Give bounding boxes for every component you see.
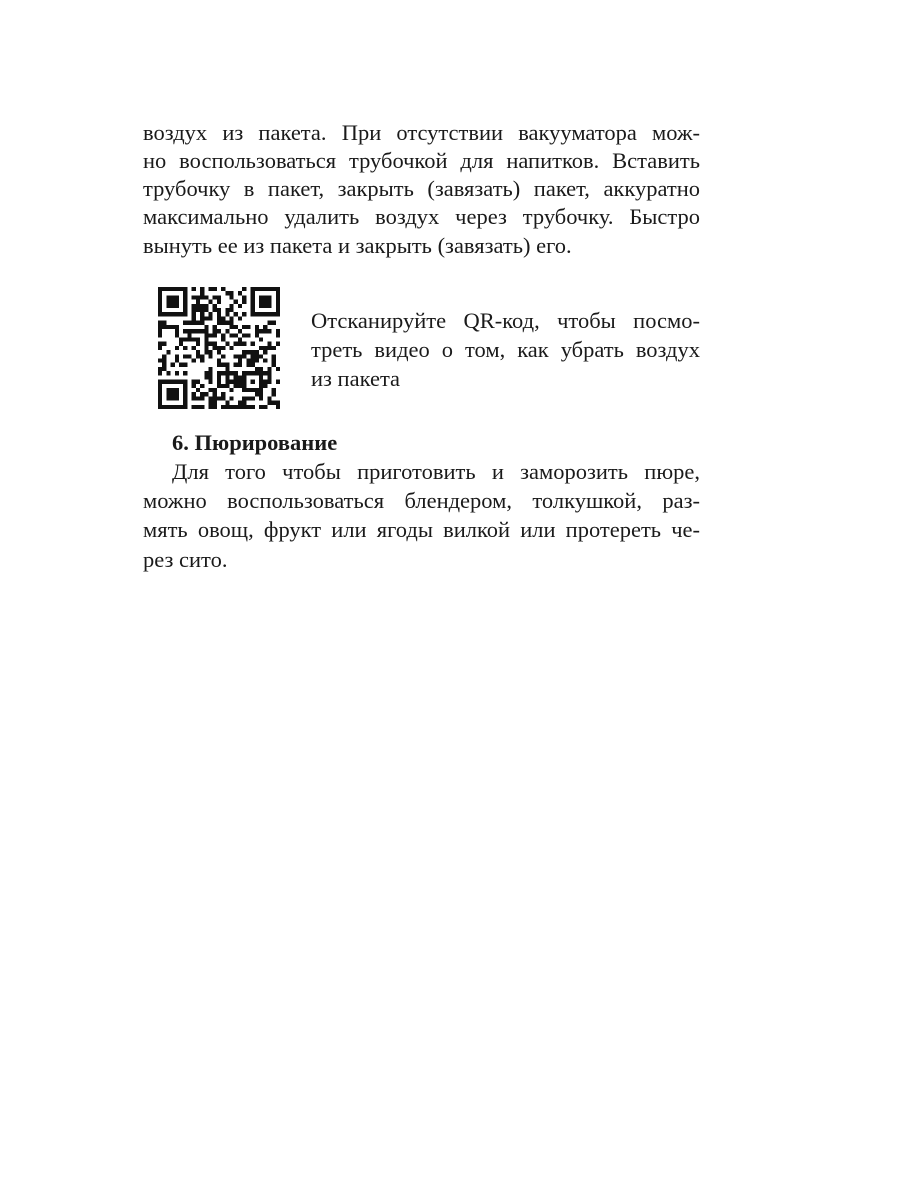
qr-caption-line: из пакета — [311, 366, 401, 391]
text-line: рез сито. — [143, 547, 228, 572]
text-line: максимально удалить воздух через трубочку. Быстро — [143, 204, 700, 229]
text-line: мять овощ, фрукт или ягоды вилкой или протереть че- — [143, 517, 700, 542]
text-line: трубочку в пакет, закрыть (завязать) пакет, аккуратно — [143, 176, 700, 201]
qr-caption-line: треть видео о том, как убрать воздух — [311, 337, 700, 362]
qr-code — [158, 287, 280, 409]
text-line: но воспользоваться трубочкой для напитков. Вставить — [143, 148, 700, 173]
text-line: Для того чтобы приготовить и заморозить пюре, — [172, 459, 700, 484]
text-line: можно воспользоваться блендером, толкушкой, раз- — [143, 488, 700, 513]
section-heading: 6. Пюрирование — [172, 430, 338, 455]
text-line: вынуть ее из пакета и закрыть (завязать) его. — [143, 233, 572, 258]
qr-caption-line: Отсканируйте QR-код, чтобы посмо- — [311, 308, 700, 333]
text-line: воздух из пакета. При отсутствии вакууматора мож- — [143, 120, 700, 145]
